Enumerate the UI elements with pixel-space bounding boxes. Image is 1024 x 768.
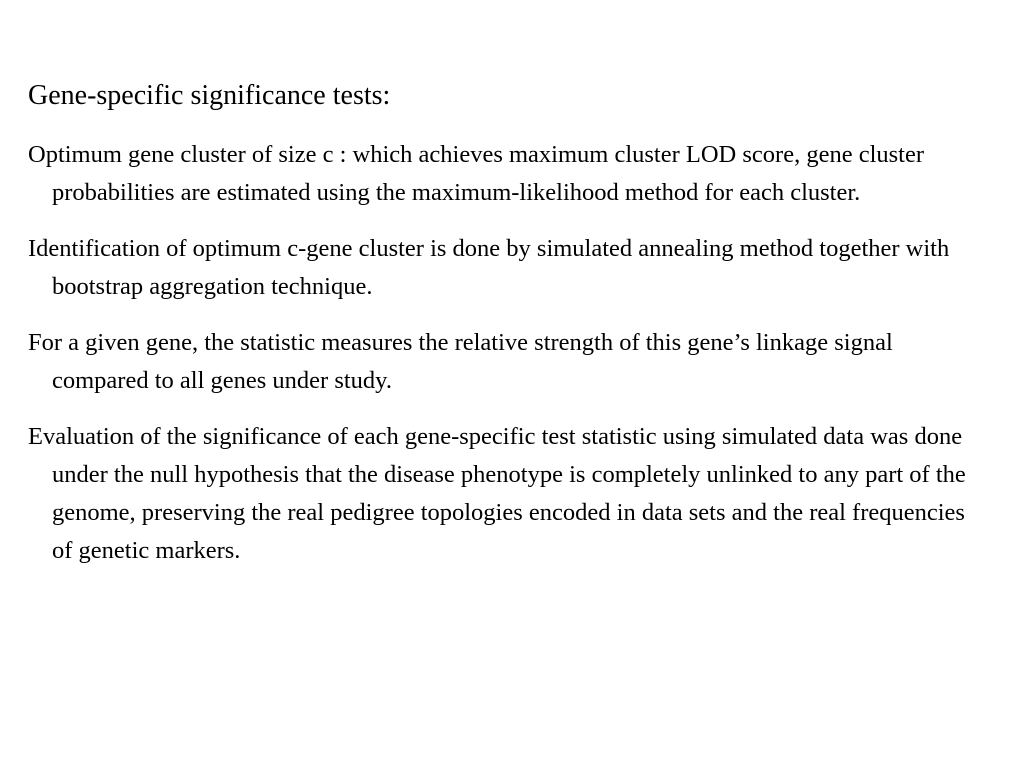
paragraph-identification: Identification of optimum c-gene cluster is done by simulated annealing method together with bootstrap aggregation technique. [28,235,950,300]
slide-heading: Gene-specific significance tests: [28,80,391,111]
paragraph-statistic: For a given gene, the statistic measures the relative strength of this gene’s linkage signal compared to all genes under study. [28,329,893,394]
slide-body [28,136,988,588]
paragraph-optimum-cluster: Optimum gene cluster of size c : which achieves maximum cluster LOD score, gene cluster probabilities are estimated using the maximum-likelihood method for each cluster. [28,141,924,206]
paragraph-evaluation: Evaluation of the significance of each gene-specific test statistic using simulated data was done under the null hypothesis that the disease phenotype is completely unlinked to any part of the genome, preserving the real pedigree topologies encoded in data sets and the real frequencies of genetic markers. [28,423,966,564]
